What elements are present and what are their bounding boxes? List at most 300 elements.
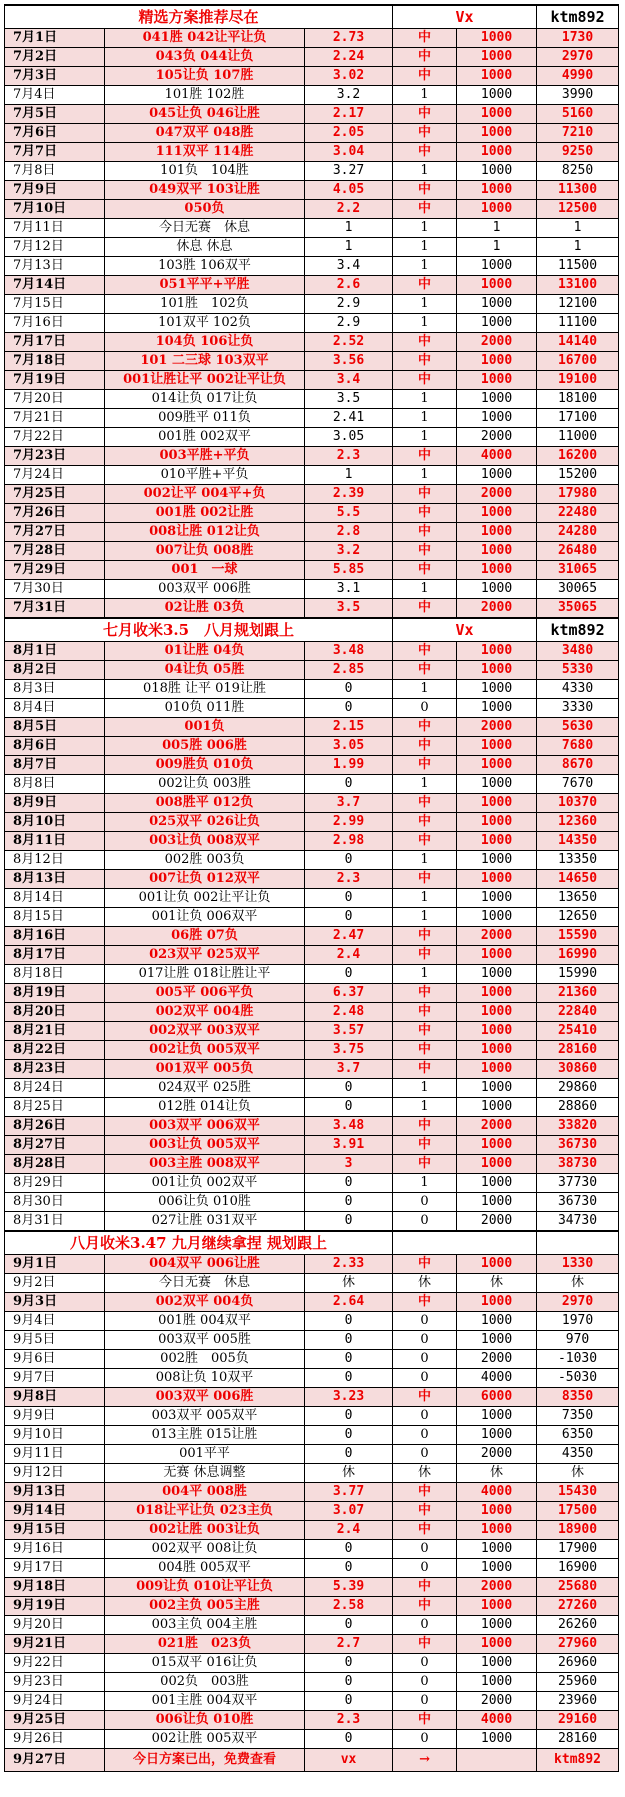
row-balance: 19100 xyxy=(537,371,619,390)
row-balance: 13350 xyxy=(537,851,619,870)
row-balance: 24280 xyxy=(537,523,619,542)
row-pick: 06胜 07负 xyxy=(105,927,305,946)
row-balance: 36730 xyxy=(537,1193,619,1212)
row-odds: 2.58 xyxy=(305,1597,393,1616)
row-balance: 15430 xyxy=(537,1483,619,1502)
row-balance: 26260 xyxy=(537,1616,619,1635)
row-odds: 3.23 xyxy=(305,1388,393,1407)
row-result: 1 xyxy=(393,86,457,105)
row-odds: 0 xyxy=(305,1616,393,1635)
row-pick: 002负 003胜 xyxy=(105,1673,305,1692)
row-pick: 001让负 006双平 xyxy=(105,908,305,927)
row-stake: 6000 xyxy=(457,1388,537,1407)
row-result: 1 xyxy=(393,257,457,276)
row-date: 7月5日 xyxy=(5,105,105,124)
row-date: 7月20日 xyxy=(5,390,105,409)
row-balance: 1730 xyxy=(537,29,619,48)
row-date: 7月22日 xyxy=(5,428,105,447)
footer-contact-label: vx xyxy=(305,1749,393,1772)
row-date: 9月22日 xyxy=(5,1654,105,1673)
row-balance: 8350 xyxy=(537,1388,619,1407)
row-date: 7月15日 xyxy=(5,295,105,314)
row-stake: 4000 xyxy=(457,1711,537,1730)
row-pick: 007让负 008胜 xyxy=(105,542,305,561)
row-stake: 1000 xyxy=(457,1540,537,1559)
table-row xyxy=(5,1155,619,1174)
table-row xyxy=(5,1174,619,1193)
section-header-title: 七月收米3.5 八月规划跟上 xyxy=(5,618,393,642)
row-date: 9月17日 xyxy=(5,1559,105,1578)
row-stake: 1000 xyxy=(457,1559,537,1578)
row-pick: 001负 xyxy=(105,718,305,737)
table-row xyxy=(5,428,619,447)
row-balance: 4350 xyxy=(537,1445,619,1464)
row-balance: 16990 xyxy=(537,946,619,965)
table-row xyxy=(5,219,619,238)
row-result: 1 xyxy=(393,314,457,333)
table-row xyxy=(5,1098,619,1117)
row-stake: 1000 xyxy=(457,504,537,523)
row-balance: 15200 xyxy=(537,466,619,485)
row-odds: 2.9 xyxy=(305,314,393,333)
row-result: 中 xyxy=(393,200,457,219)
row-balance: 6350 xyxy=(537,1426,619,1445)
row-date: 8月18日 xyxy=(5,965,105,984)
section-header-title: 精选方案推荐尽在 xyxy=(5,5,393,29)
row-result: 1 xyxy=(393,390,457,409)
row-stake: 1000 xyxy=(457,1407,537,1426)
row-stake: 1000 xyxy=(457,352,537,371)
row-date: 7月24日 xyxy=(5,466,105,485)
row-balance: 17100 xyxy=(537,409,619,428)
footer-message: 今日方案已出，免费查看 xyxy=(105,1749,305,1772)
table-row xyxy=(5,775,619,794)
row-balance: 14350 xyxy=(537,832,619,851)
row-odds: 3.07 xyxy=(305,1502,393,1521)
row-date: 8月14日 xyxy=(5,889,105,908)
row-balance: 1970 xyxy=(537,1312,619,1331)
row-date: 9月3日 xyxy=(5,1293,105,1312)
row-stake: 2000 xyxy=(457,599,537,619)
row-stake: 1000 xyxy=(457,1022,537,1041)
row-pick: 105让负 107胜 xyxy=(105,67,305,86)
row-result: 中 xyxy=(393,371,457,390)
row-result: 0 xyxy=(393,1312,457,1331)
row-balance: 休 xyxy=(537,1464,619,1483)
row-odds: 3 xyxy=(305,1155,393,1174)
row-odds: 3.05 xyxy=(305,428,393,447)
table-row xyxy=(5,1136,619,1155)
row-result: 中 xyxy=(393,105,457,124)
section-header-contact-label xyxy=(393,1231,537,1255)
row-stake: 1000 xyxy=(457,257,537,276)
row-balance: 17900 xyxy=(537,1540,619,1559)
row-stake: 4000 xyxy=(457,1483,537,1502)
table-row xyxy=(5,200,619,219)
row-balance: 23960 xyxy=(537,1692,619,1711)
table-row xyxy=(5,1483,619,1502)
row-stake: 2000 xyxy=(457,333,537,352)
row-result: 1 xyxy=(393,466,457,485)
row-odds: 休 xyxy=(305,1464,393,1483)
row-pick: 043负 044让负 xyxy=(105,48,305,67)
row-odds: 2.3 xyxy=(305,870,393,889)
row-balance: 14650 xyxy=(537,870,619,889)
row-odds: 0 xyxy=(305,1079,393,1098)
section-header-row xyxy=(5,5,619,29)
row-date: 8月27日 xyxy=(5,1136,105,1155)
row-pick: 017让胜 018让胜让平 xyxy=(105,965,305,984)
row-balance: 28160 xyxy=(537,1730,619,1749)
row-odds: 3.57 xyxy=(305,1022,393,1041)
row-pick: 003双平 006胜 xyxy=(105,1388,305,1407)
row-result: 0 xyxy=(393,1369,457,1388)
row-result: 中 xyxy=(393,1711,457,1730)
row-stake: 1000 xyxy=(457,295,537,314)
row-result: 中 xyxy=(393,794,457,813)
row-date: 8月16日 xyxy=(5,927,105,946)
row-stake: 1000 xyxy=(457,794,537,813)
table-row xyxy=(5,889,619,908)
row-balance: 30065 xyxy=(537,580,619,599)
row-balance: 5630 xyxy=(537,718,619,737)
row-pick: 008胜平 012负 xyxy=(105,794,305,813)
table-row xyxy=(5,1464,619,1483)
row-stake: 2000 xyxy=(457,1445,537,1464)
row-balance: 4990 xyxy=(537,67,619,86)
row-stake: 1000 xyxy=(457,1060,537,1079)
row-date: 9月1日 xyxy=(5,1255,105,1274)
row-date: 8月26日 xyxy=(5,1117,105,1136)
row-result: 中 xyxy=(393,333,457,352)
row-pick: 101 二三球 103双平 xyxy=(105,352,305,371)
row-pick: 002胜 005负 xyxy=(105,1350,305,1369)
table-row xyxy=(5,29,619,48)
results-table-body xyxy=(5,5,619,1772)
row-pick: 002双平 004胜 xyxy=(105,1003,305,1022)
row-stake: 1000 xyxy=(457,1312,537,1331)
row-odds: 0 xyxy=(305,699,393,718)
row-stake: 1000 xyxy=(457,86,537,105)
row-odds: 5.85 xyxy=(305,561,393,580)
row-pick: 001让胜让平 002让平让负 xyxy=(105,371,305,390)
row-stake: 1000 xyxy=(457,580,537,599)
table-row xyxy=(5,1540,619,1559)
row-pick: 101双平 102负 xyxy=(105,314,305,333)
row-stake: 1000 xyxy=(457,1098,537,1117)
row-pick: 004胜 005双平 xyxy=(105,1559,305,1578)
table-row xyxy=(5,1003,619,1022)
row-date: 9月5日 xyxy=(5,1331,105,1350)
row-odds: 0 xyxy=(305,851,393,870)
table-row xyxy=(5,946,619,965)
row-odds: 0 xyxy=(305,1540,393,1559)
row-stake: 1000 xyxy=(457,200,537,219)
row-result: 0 xyxy=(393,1350,457,1369)
table-row xyxy=(5,1654,619,1673)
row-pick: 101负 104胜 xyxy=(105,162,305,181)
row-odds: 2.4 xyxy=(305,946,393,965)
row-result: 0 xyxy=(393,1616,457,1635)
section-header-row xyxy=(5,618,619,642)
row-date: 8月15日 xyxy=(5,908,105,927)
row-pick: 01让胜 04负 xyxy=(105,642,305,661)
row-odds: 2.8 xyxy=(305,523,393,542)
row-result: 1 xyxy=(393,680,457,699)
row-pick: 002主负 005主胜 xyxy=(105,1597,305,1616)
row-date: 7月14日 xyxy=(5,276,105,295)
row-balance: 33820 xyxy=(537,1117,619,1136)
row-balance: 13100 xyxy=(537,276,619,295)
row-stake: 1000 xyxy=(457,390,537,409)
row-result: 1 xyxy=(393,775,457,794)
row-result: 中 xyxy=(393,1003,457,1022)
row-balance: 3480 xyxy=(537,642,619,661)
row-odds: 2.39 xyxy=(305,485,393,504)
table-row xyxy=(5,718,619,737)
row-date: 9月20日 xyxy=(5,1616,105,1635)
row-odds: 3.48 xyxy=(305,1117,393,1136)
row-result: 中 xyxy=(393,1483,457,1502)
table-row xyxy=(5,1597,619,1616)
row-balance: 11100 xyxy=(537,314,619,333)
table-row xyxy=(5,1060,619,1079)
table-row xyxy=(5,1616,619,1635)
table-row xyxy=(5,1212,619,1232)
row-stake: 1000 xyxy=(457,1616,537,1635)
row-pick: 004平 008胜 xyxy=(105,1483,305,1502)
table-row xyxy=(5,1502,619,1521)
row-result: 中 xyxy=(393,1255,457,1274)
row-pick: 001胜 002双平 xyxy=(105,428,305,447)
section-header-contact-id xyxy=(537,1231,619,1255)
row-pick: 015双平 016让负 xyxy=(105,1654,305,1673)
row-balance: 30860 xyxy=(537,1060,619,1079)
row-pick: 今日无赛 休息 xyxy=(105,1274,305,1293)
row-balance: 28860 xyxy=(537,1098,619,1117)
row-date: 9月18日 xyxy=(5,1578,105,1597)
table-row xyxy=(5,642,619,661)
row-pick: 006让负 010胜 xyxy=(105,1193,305,1212)
row-pick: 007让负 012双平 xyxy=(105,870,305,889)
row-stake: 1000 xyxy=(457,105,537,124)
footer-date: 9月27日 xyxy=(5,1749,105,1772)
row-stake: 1000 xyxy=(457,1293,537,1312)
row-date: 7月2日 xyxy=(5,48,105,67)
table-row xyxy=(5,1350,619,1369)
row-odds: 0 xyxy=(305,1098,393,1117)
row-balance: 16900 xyxy=(537,1559,619,1578)
table-row xyxy=(5,1331,619,1350)
row-odds: 2.05 xyxy=(305,124,393,143)
row-date: 7月12日 xyxy=(5,238,105,257)
row-date: 7月19日 xyxy=(5,371,105,390)
row-result: 中 xyxy=(393,67,457,86)
table-row xyxy=(5,1730,619,1749)
row-stake: 1000 xyxy=(457,1331,537,1350)
row-pick: 025双平 026让负 xyxy=(105,813,305,832)
row-odds: 0 xyxy=(305,1692,393,1711)
row-result: 中 xyxy=(393,813,457,832)
row-stake: 1000 xyxy=(457,67,537,86)
row-balance: 12650 xyxy=(537,908,619,927)
row-date: 7月31日 xyxy=(5,599,105,619)
table-row xyxy=(5,1692,619,1711)
row-result: 中 xyxy=(393,143,457,162)
row-stake: 1000 xyxy=(457,1635,537,1654)
row-stake: 1000 xyxy=(457,1174,537,1193)
row-stake: 1000 xyxy=(457,1193,537,1212)
row-result: 1 xyxy=(393,1079,457,1098)
row-result: 中 xyxy=(393,661,457,680)
table-row xyxy=(5,352,619,371)
row-result: 中 xyxy=(393,1293,457,1312)
row-date: 8月22日 xyxy=(5,1041,105,1060)
table-row xyxy=(5,1079,619,1098)
row-balance: 31065 xyxy=(537,561,619,580)
table-row xyxy=(5,295,619,314)
row-result: 0 xyxy=(393,1559,457,1578)
row-date: 9月13日 xyxy=(5,1483,105,1502)
footer-row xyxy=(5,1749,619,1772)
row-result: 中 xyxy=(393,561,457,580)
row-stake: 1000 xyxy=(457,908,537,927)
row-balance: 16700 xyxy=(537,352,619,371)
row-stake: 1000 xyxy=(457,466,537,485)
row-stake: 1000 xyxy=(457,737,537,756)
row-pick: 047双平 048胜 xyxy=(105,124,305,143)
row-date: 9月25日 xyxy=(5,1711,105,1730)
table-row xyxy=(5,390,619,409)
table-row xyxy=(5,1255,619,1274)
row-pick: 001胜 004双平 xyxy=(105,1312,305,1331)
row-stake: 1000 xyxy=(457,661,537,680)
row-balance: 14140 xyxy=(537,333,619,352)
row-date: 7月17日 xyxy=(5,333,105,352)
row-date: 8月28日 xyxy=(5,1155,105,1174)
row-odds: 0 xyxy=(305,680,393,699)
row-odds: 1.99 xyxy=(305,756,393,775)
row-pick: 003平胜+平负 xyxy=(105,447,305,466)
row-balance: 17980 xyxy=(537,485,619,504)
row-date: 9月11日 xyxy=(5,1445,105,1464)
row-odds: 1 xyxy=(305,219,393,238)
row-odds: 3.91 xyxy=(305,1136,393,1155)
row-result: 1 xyxy=(393,428,457,447)
row-pick: 014让负 017让负 xyxy=(105,390,305,409)
row-stake: 1000 xyxy=(457,965,537,984)
row-stake: 1000 xyxy=(457,1003,537,1022)
table-row xyxy=(5,1521,619,1540)
row-date: 8月7日 xyxy=(5,756,105,775)
row-odds: 0 xyxy=(305,1312,393,1331)
row-pick: 003主负 004主胜 xyxy=(105,1616,305,1635)
row-date: 8月30日 xyxy=(5,1193,105,1212)
row-odds: 0 xyxy=(305,1654,393,1673)
row-balance: 4330 xyxy=(537,680,619,699)
row-stake: 1000 xyxy=(457,1673,537,1692)
row-result: 休 xyxy=(393,1274,457,1293)
row-odds: 2.15 xyxy=(305,718,393,737)
row-balance: 21360 xyxy=(537,984,619,1003)
row-date: 7月11日 xyxy=(5,219,105,238)
row-balance: 2970 xyxy=(537,1293,619,1312)
row-pick: 009让负 010让平让负 xyxy=(105,1578,305,1597)
row-stake: 2000 xyxy=(457,1117,537,1136)
row-pick: 002让胜 005双平 xyxy=(105,1730,305,1749)
row-date: 8月9日 xyxy=(5,794,105,813)
section-header-title: 八月收米3.47 九月继续拿捏 规划跟上 xyxy=(5,1231,393,1255)
row-odds: 2.3 xyxy=(305,1711,393,1730)
row-stake: 1000 xyxy=(457,680,537,699)
row-result: 0 xyxy=(393,1673,457,1692)
row-result: 中 xyxy=(393,870,457,889)
row-odds: 3.56 xyxy=(305,352,393,371)
table-row xyxy=(5,984,619,1003)
row-pick: 001让负 002双平 xyxy=(105,1174,305,1193)
row-result: 中 xyxy=(393,447,457,466)
row-date: 9月26日 xyxy=(5,1730,105,1749)
row-result: 中 xyxy=(393,927,457,946)
row-odds: 2.52 xyxy=(305,333,393,352)
row-result: 0 xyxy=(393,1692,457,1711)
row-result: 1 xyxy=(393,409,457,428)
row-balance: -1030 xyxy=(537,1350,619,1369)
row-result: 中 xyxy=(393,542,457,561)
table-row xyxy=(5,143,619,162)
row-odds: 3.7 xyxy=(305,1060,393,1079)
table-row xyxy=(5,832,619,851)
row-result: 中 xyxy=(393,124,457,143)
table-row xyxy=(5,485,619,504)
row-result: 1 xyxy=(393,1174,457,1193)
table-row xyxy=(5,409,619,428)
row-pick: 009胜平 011负 xyxy=(105,409,305,428)
row-pick: 003让负 005双平 xyxy=(105,1136,305,1155)
row-result: 中 xyxy=(393,718,457,737)
row-odds: 2.48 xyxy=(305,1003,393,1022)
row-balance: 28160 xyxy=(537,1041,619,1060)
row-pick: 005胜 006胜 xyxy=(105,737,305,756)
row-result: 0 xyxy=(393,1730,457,1749)
row-pick: 001主胜 004双平 xyxy=(105,1692,305,1711)
row-date: 9月6日 xyxy=(5,1350,105,1369)
table-row xyxy=(5,314,619,333)
footer-arrow: → xyxy=(393,1749,457,1772)
row-odds: 3.04 xyxy=(305,143,393,162)
row-stake: 2000 xyxy=(457,1212,537,1232)
row-pick: 003双平 006双平 xyxy=(105,1117,305,1136)
row-pick: 002胜 003负 xyxy=(105,851,305,870)
row-result: 1 xyxy=(393,908,457,927)
table-row xyxy=(5,86,619,105)
row-odds: 0 xyxy=(305,1331,393,1350)
row-date: 8月8日 xyxy=(5,775,105,794)
row-stake: 1000 xyxy=(457,1521,537,1540)
row-result: 中 xyxy=(393,642,457,661)
row-stake: 1000 xyxy=(457,1079,537,1098)
row-odds: 2.3 xyxy=(305,447,393,466)
table-row xyxy=(5,1274,619,1293)
row-result: 中 xyxy=(393,1022,457,1041)
table-row xyxy=(5,965,619,984)
row-stake: 1000 xyxy=(457,48,537,67)
table-row xyxy=(5,48,619,67)
row-date: 7月23日 xyxy=(5,447,105,466)
row-date: 9月15日 xyxy=(5,1521,105,1540)
row-date: 7月16日 xyxy=(5,314,105,333)
row-stake: 2000 xyxy=(457,485,537,504)
